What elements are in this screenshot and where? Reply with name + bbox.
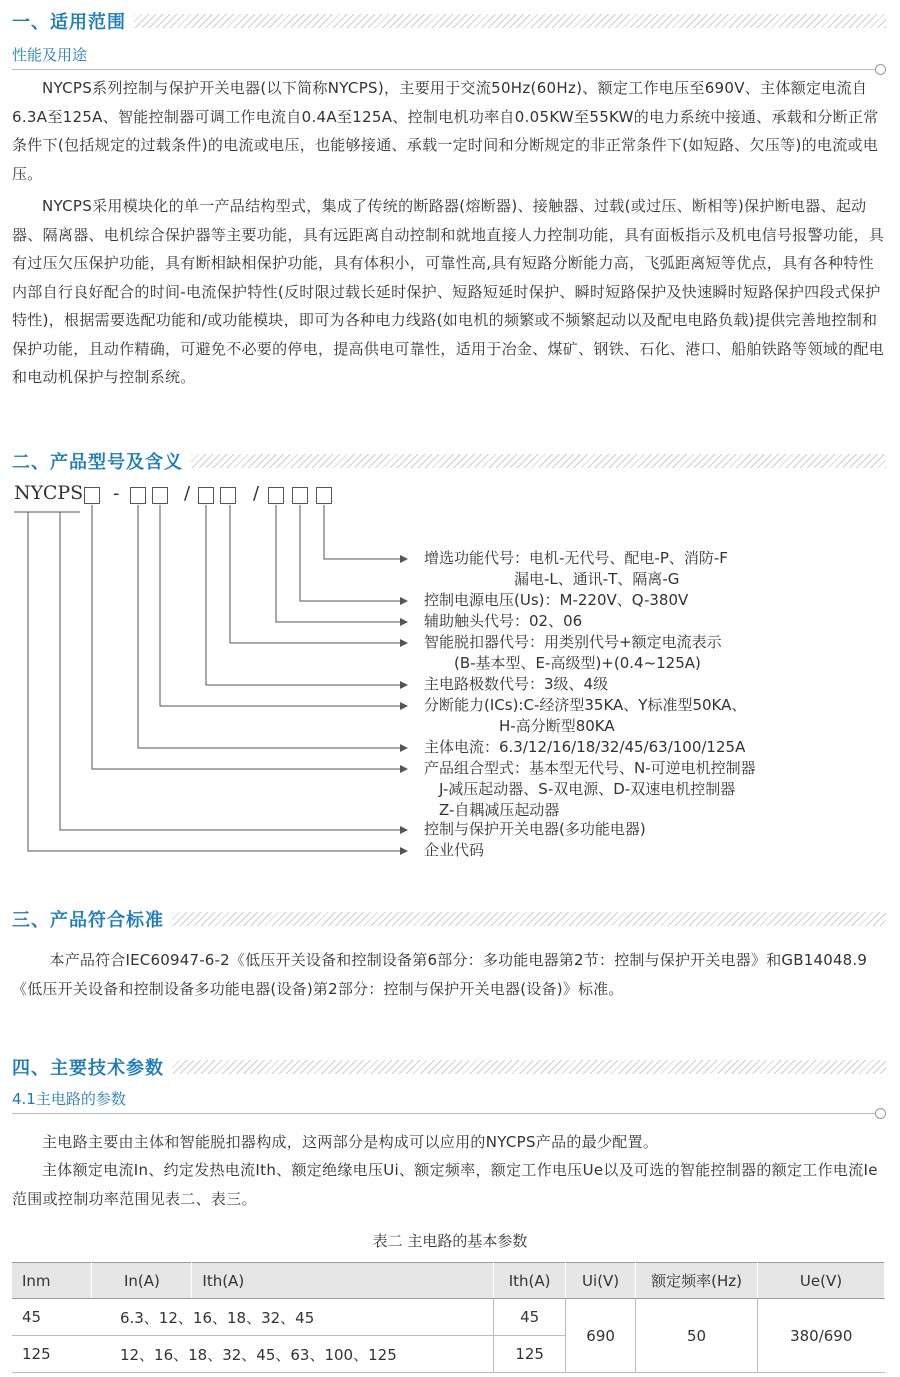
rule-end-circle-icon xyxy=(875,1108,886,1119)
definition-line: 漏电-L、通讯-T、隔离-G xyxy=(424,570,680,588)
subsection-title: 4.1主电路的参数 xyxy=(12,1090,126,1108)
column-header: 额定频率(Hz) xyxy=(636,1263,758,1299)
column-header: Ue(V) xyxy=(758,1263,885,1299)
definition-optional-function xyxy=(424,548,728,590)
column-header: Ith(A) xyxy=(494,1263,566,1299)
table-cell: 12、16、18、32、45、63、100、125 xyxy=(92,1336,494,1373)
separator-dash: - xyxy=(113,483,120,504)
section-divider xyxy=(172,1060,886,1074)
paragraph-ratings: 主体额定电流In、约定发热电流Ith、额定绝缘电压Ui、额定频率，额定工作电压Ue以及可选的智能控制器的额定工作电流Ie范围或控制功率范围见表二、表三。 xyxy=(12,1161,878,1208)
definition-product xyxy=(424,819,646,840)
table-cell: 125 xyxy=(494,1336,566,1373)
definition-line: Z-自耦减压起动器 xyxy=(424,801,560,819)
section-divider xyxy=(172,912,886,926)
definition-company-code xyxy=(424,840,484,861)
subsection-header-main-circuit xyxy=(12,1086,886,1114)
model-prefix: NYCPS xyxy=(14,482,84,504)
column-header: Ui(V) xyxy=(566,1263,636,1299)
definition-line: 控制电源电压(Us)：M-220V、Q-380V xyxy=(424,591,689,609)
paragraph-main-circuit: 主电路主要由主体和智能脱扣器构成，这两部分是构成可以应用的NYCPS产品的最少配置。 xyxy=(42,1133,659,1151)
section-title: 一、适用范围 xyxy=(12,12,126,33)
separator-slash: / xyxy=(184,483,191,504)
table-header-row xyxy=(12,1263,885,1299)
section-title: 三、产品符合标准 xyxy=(12,910,164,931)
subsection-title: 性能及用途 xyxy=(12,46,88,64)
definition-trip-unit xyxy=(424,632,722,674)
column-header: Ith(A) xyxy=(192,1263,494,1299)
definition-line: 企业代码 xyxy=(424,841,485,859)
table-caption: 表二 主电路的基本参数 xyxy=(372,1232,528,1250)
definition-combination-type xyxy=(424,758,756,821)
table-cell: 45 xyxy=(494,1299,566,1336)
definition-line: (B-基本型、E-高级型)+(0.4~125A) xyxy=(424,654,701,672)
definition-line: 主体电流：6.3/12/16/18/32/45/63/100/125A xyxy=(424,738,746,756)
definition-line: 产品组合型式：基本型无代号、N-可逆电机控制器 xyxy=(424,759,756,777)
table-cell: 690 xyxy=(566,1299,636,1373)
section-title: 二、产品型号及含义 xyxy=(12,452,183,473)
table-cell: 125 xyxy=(12,1336,92,1373)
column-header: In(A) xyxy=(92,1263,192,1299)
definition-line: 分断能力(ICs):C-经济型35KA、Y标准型50KA、 xyxy=(424,696,747,714)
definition-line: 智能脱扣器代号：用类别代号+额定电流表示 xyxy=(424,633,722,651)
table-cell: 6.3、12、16、18、32、45 xyxy=(92,1299,494,1336)
section-header-parameters xyxy=(12,1052,886,1082)
definition-poles xyxy=(424,674,608,695)
section-title: 四、主要技术参数 xyxy=(12,1058,164,1079)
definition-line: 主电路极数代号：3级、4级 xyxy=(424,675,609,693)
definition-main-current xyxy=(424,737,745,758)
definition-line: 增选功能代号：电机-无代号、配电-P、消防-F xyxy=(424,549,728,567)
section-header-standards xyxy=(12,904,886,934)
definition-line: 控制与保护开关电器(多功能电器) xyxy=(424,820,646,838)
definition-control-voltage xyxy=(424,590,688,611)
column-header: Inm xyxy=(12,1263,92,1299)
paragraph-features: NYCPS采用模块化的单一产品结构型式，集成了传统的断路器(熔断器)、接触器、过载(或过压、断相等)保护断电器、起动器、隔离器、电机综合保护器等主要功能，具有远距离自动控制和就地直接人力控制功能，具有面板指示及机电信号报警功能，具有过压欠压保护功能，具有断相缺相保护功能，具有体积小，可靠性高,具有短路分断能力高，飞弧距离短等优点，具有各种特性内部自行良好配合的时间-电流保护特性(反时限过载长延时保护、短路短延时保护、瞬时短路保护及快速瞬时短路保护四段式保护特性)，根据需要选配功能和/或功能模块，即可为各种电力线路(如电机的频繁或不频繁起动以及配电电路负载)提供完善地控制和保护功能，且动作精确，可避免不必要的停电，提高供电可靠性，适用于冶金、煤矿、钢铁、石化、港口、船舶铁路等领域的配电和电动机保护与控制系统。 xyxy=(12,197,885,386)
paragraph-standards: 本产品符合IEC60947-6-2《低压开关设备和控制设备第6部分：多功能电器第2节：控制与保护开关电器》和GB14048.9《低压开关设备和控制设备多功能电器(设备)第2部分：控制与保护开关电器(设备)》标准。 xyxy=(12,951,868,998)
definition-breaking-capacity xyxy=(424,695,746,737)
paragraph-usage: NYCPS系列控制与保护开关电器(以下简称NYCPS)，主要用于交流50Hz(60Hz)、额定工作电压至690V、主体额定电流自6.3A至125A、智能控制器可调工作电流自0.4A至125A、控制电机功率自0.05KW至55KW的电力系统中接通、承载和分断正常条件下(包括规定的过载条件)的电流或电压，也能够接通、承载一定时间和分断规定的非正常条件下(如短路、欠压等)的电流或电压。 xyxy=(12,79,879,183)
definition-line: J-减压起动器、S-双电源、D-双速电机控制器 xyxy=(424,780,736,798)
table-row xyxy=(12,1299,885,1336)
main-circuit-table xyxy=(12,1262,885,1373)
table-cell: 50 xyxy=(636,1299,758,1373)
definition-aux-contact xyxy=(424,611,582,632)
separator-slash: / xyxy=(253,483,260,504)
table-cell: 380/690 xyxy=(758,1299,885,1373)
definition-line: 辅助触头代号：02、06 xyxy=(424,612,583,630)
definition-line: H-高分断型80KA xyxy=(424,717,615,735)
table-cell: 45 xyxy=(12,1299,92,1336)
subsection-rule xyxy=(12,1113,876,1114)
